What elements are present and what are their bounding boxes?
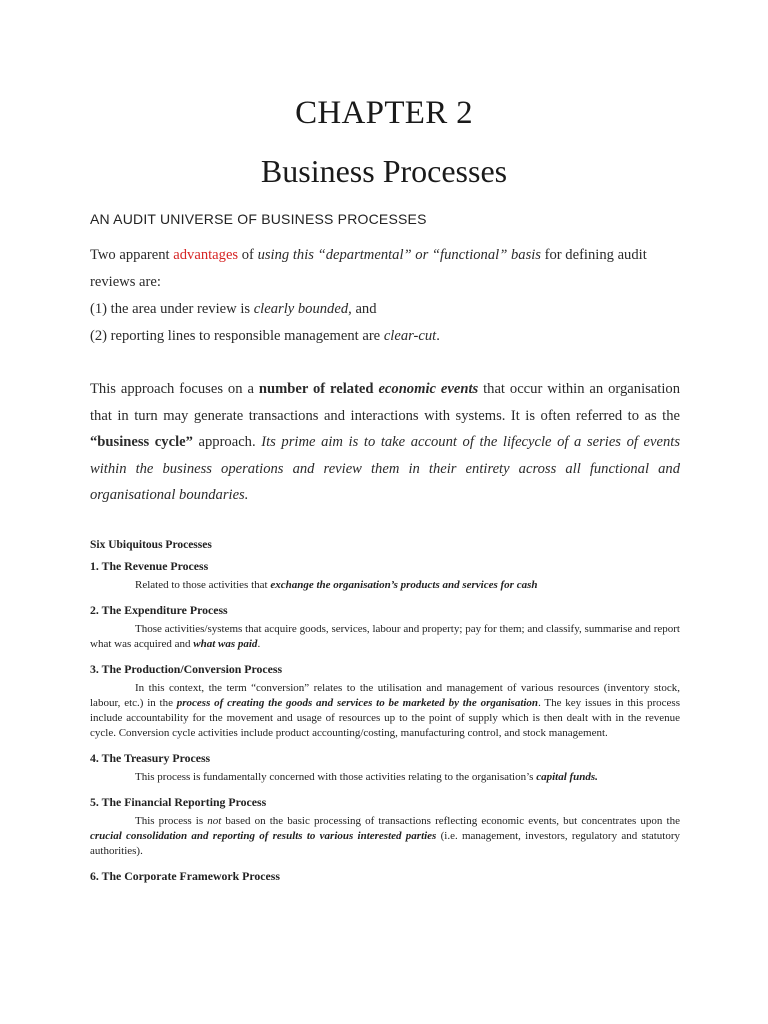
text-run: Related to those activities that: [135, 579, 271, 591]
text-run: (2) reporting lines to responsible management are: [90, 328, 384, 344]
process-description: [90, 578, 680, 593]
intro-item-2: [90, 323, 680, 350]
bold-italic-run: exchange the organisation’s products and services for cash: [270, 579, 538, 591]
bold-italic-run: economic events: [378, 381, 479, 397]
italic-run: clearly bounded: [253, 301, 349, 317]
bold-run: “business cycle”: [90, 434, 193, 450]
text-run: .: [436, 328, 440, 344]
intro-block: [90, 242, 680, 350]
process-item-financial-reporting: [90, 795, 680, 859]
process-item-treasury: [90, 751, 680, 785]
process-title: 4. The Treasury Process: [90, 751, 211, 765]
process-item-corporate-framework: [90, 869, 680, 884]
process-item-expenditure: [90, 603, 680, 652]
italic-run: not: [207, 815, 222, 827]
bold-italic-run: crucial consolidation and reporting of results to various interested parties: [90, 830, 437, 842]
process-title: 3. The Production/Conversion Process: [90, 662, 283, 676]
intro-item-1: [90, 296, 680, 323]
bold-italic-run: process of creating the goods and services to be marketed by the organisation: [176, 697, 539, 709]
text-run: Those activities/systems that acquire goods, services, labour and property; pay for them; and classify, summarise and report what was acquired and: [90, 623, 680, 650]
process-description: [90, 681, 680, 741]
text-run: . The key issues in this process include accountability for the movement and usage of resources up to the point of supply which is then dealt with in the revenue cycle. Conversion cycle activities include product accounting/costing, manufacturing control, and stock management.: [90, 697, 680, 739]
section-heading: AN AUDIT UNIVERSE OF BUSINESS PROCESSES: [90, 211, 427, 227]
process-title: 1. The Revenue Process: [90, 559, 209, 573]
intro-paragraph-1: [90, 242, 680, 296]
bold-run: number of related: [258, 381, 379, 397]
process-description: [90, 770, 680, 785]
bold-italic-run: capital funds.: [536, 771, 598, 783]
italic-run: using this “departmental” or “functional” basis: [257, 247, 541, 263]
italic-run: clear-cut: [383, 328, 437, 344]
text-run: based on the basic processing of transactions reflecting economic events, but concentrates upon the: [221, 815, 680, 827]
text-run: .: [257, 638, 261, 650]
text-run: In this context, the term “conversion” relates to the utilisation and management of various resources (inventory stock, labour, etc.) in the: [90, 682, 680, 709]
process-title: 5. The Financial Reporting Process: [90, 795, 267, 809]
process-description: [90, 814, 680, 859]
processes-heading: Six Ubiquitous Processes: [90, 539, 212, 551]
chapter-title: Business Processes: [260, 153, 508, 189]
text-run: This process is: [135, 815, 208, 827]
text-run: Two apparent: [90, 247, 174, 263]
approach-paragraph: [90, 376, 680, 509]
bold-italic-run: what was paid: [193, 638, 258, 650]
highlighted-word: advantages: [173, 247, 239, 263]
text-run: (1) the area under review is: [90, 301, 254, 317]
text-run: that occur within an organisation that in turn may generate transactions and interactions with systems. It is often referred to as the: [90, 381, 680, 424]
text-run: of: [238, 247, 258, 263]
text-run: for defining audit reviews are:: [90, 247, 647, 290]
process-item-production: [90, 662, 680, 741]
process-description: [90, 622, 680, 652]
process-item-revenue: [90, 559, 680, 593]
text-run: (i.e. management, investors, regulatory and statutory authorities).: [90, 830, 680, 857]
italic-run: Its prime aim is to take account of the lifecycle of a series of events within the business operations and review them in their entirety across all functional and organisational boundaries.: [90, 434, 680, 503]
text-run: This approach focuses on a: [90, 381, 259, 397]
text-run: approach.: [192, 434, 262, 450]
chapter-number: CHAPTER 2: [295, 95, 473, 131]
processes-section: [90, 539, 680, 894]
process-title: 6. The Corporate Framework Process: [90, 869, 280, 883]
text-run: This process is fundamentally concerned with those activities relating to the organisation’s: [135, 771, 537, 783]
text-run: , and: [348, 301, 377, 317]
process-title: 2. The Expenditure Process: [90, 603, 228, 617]
